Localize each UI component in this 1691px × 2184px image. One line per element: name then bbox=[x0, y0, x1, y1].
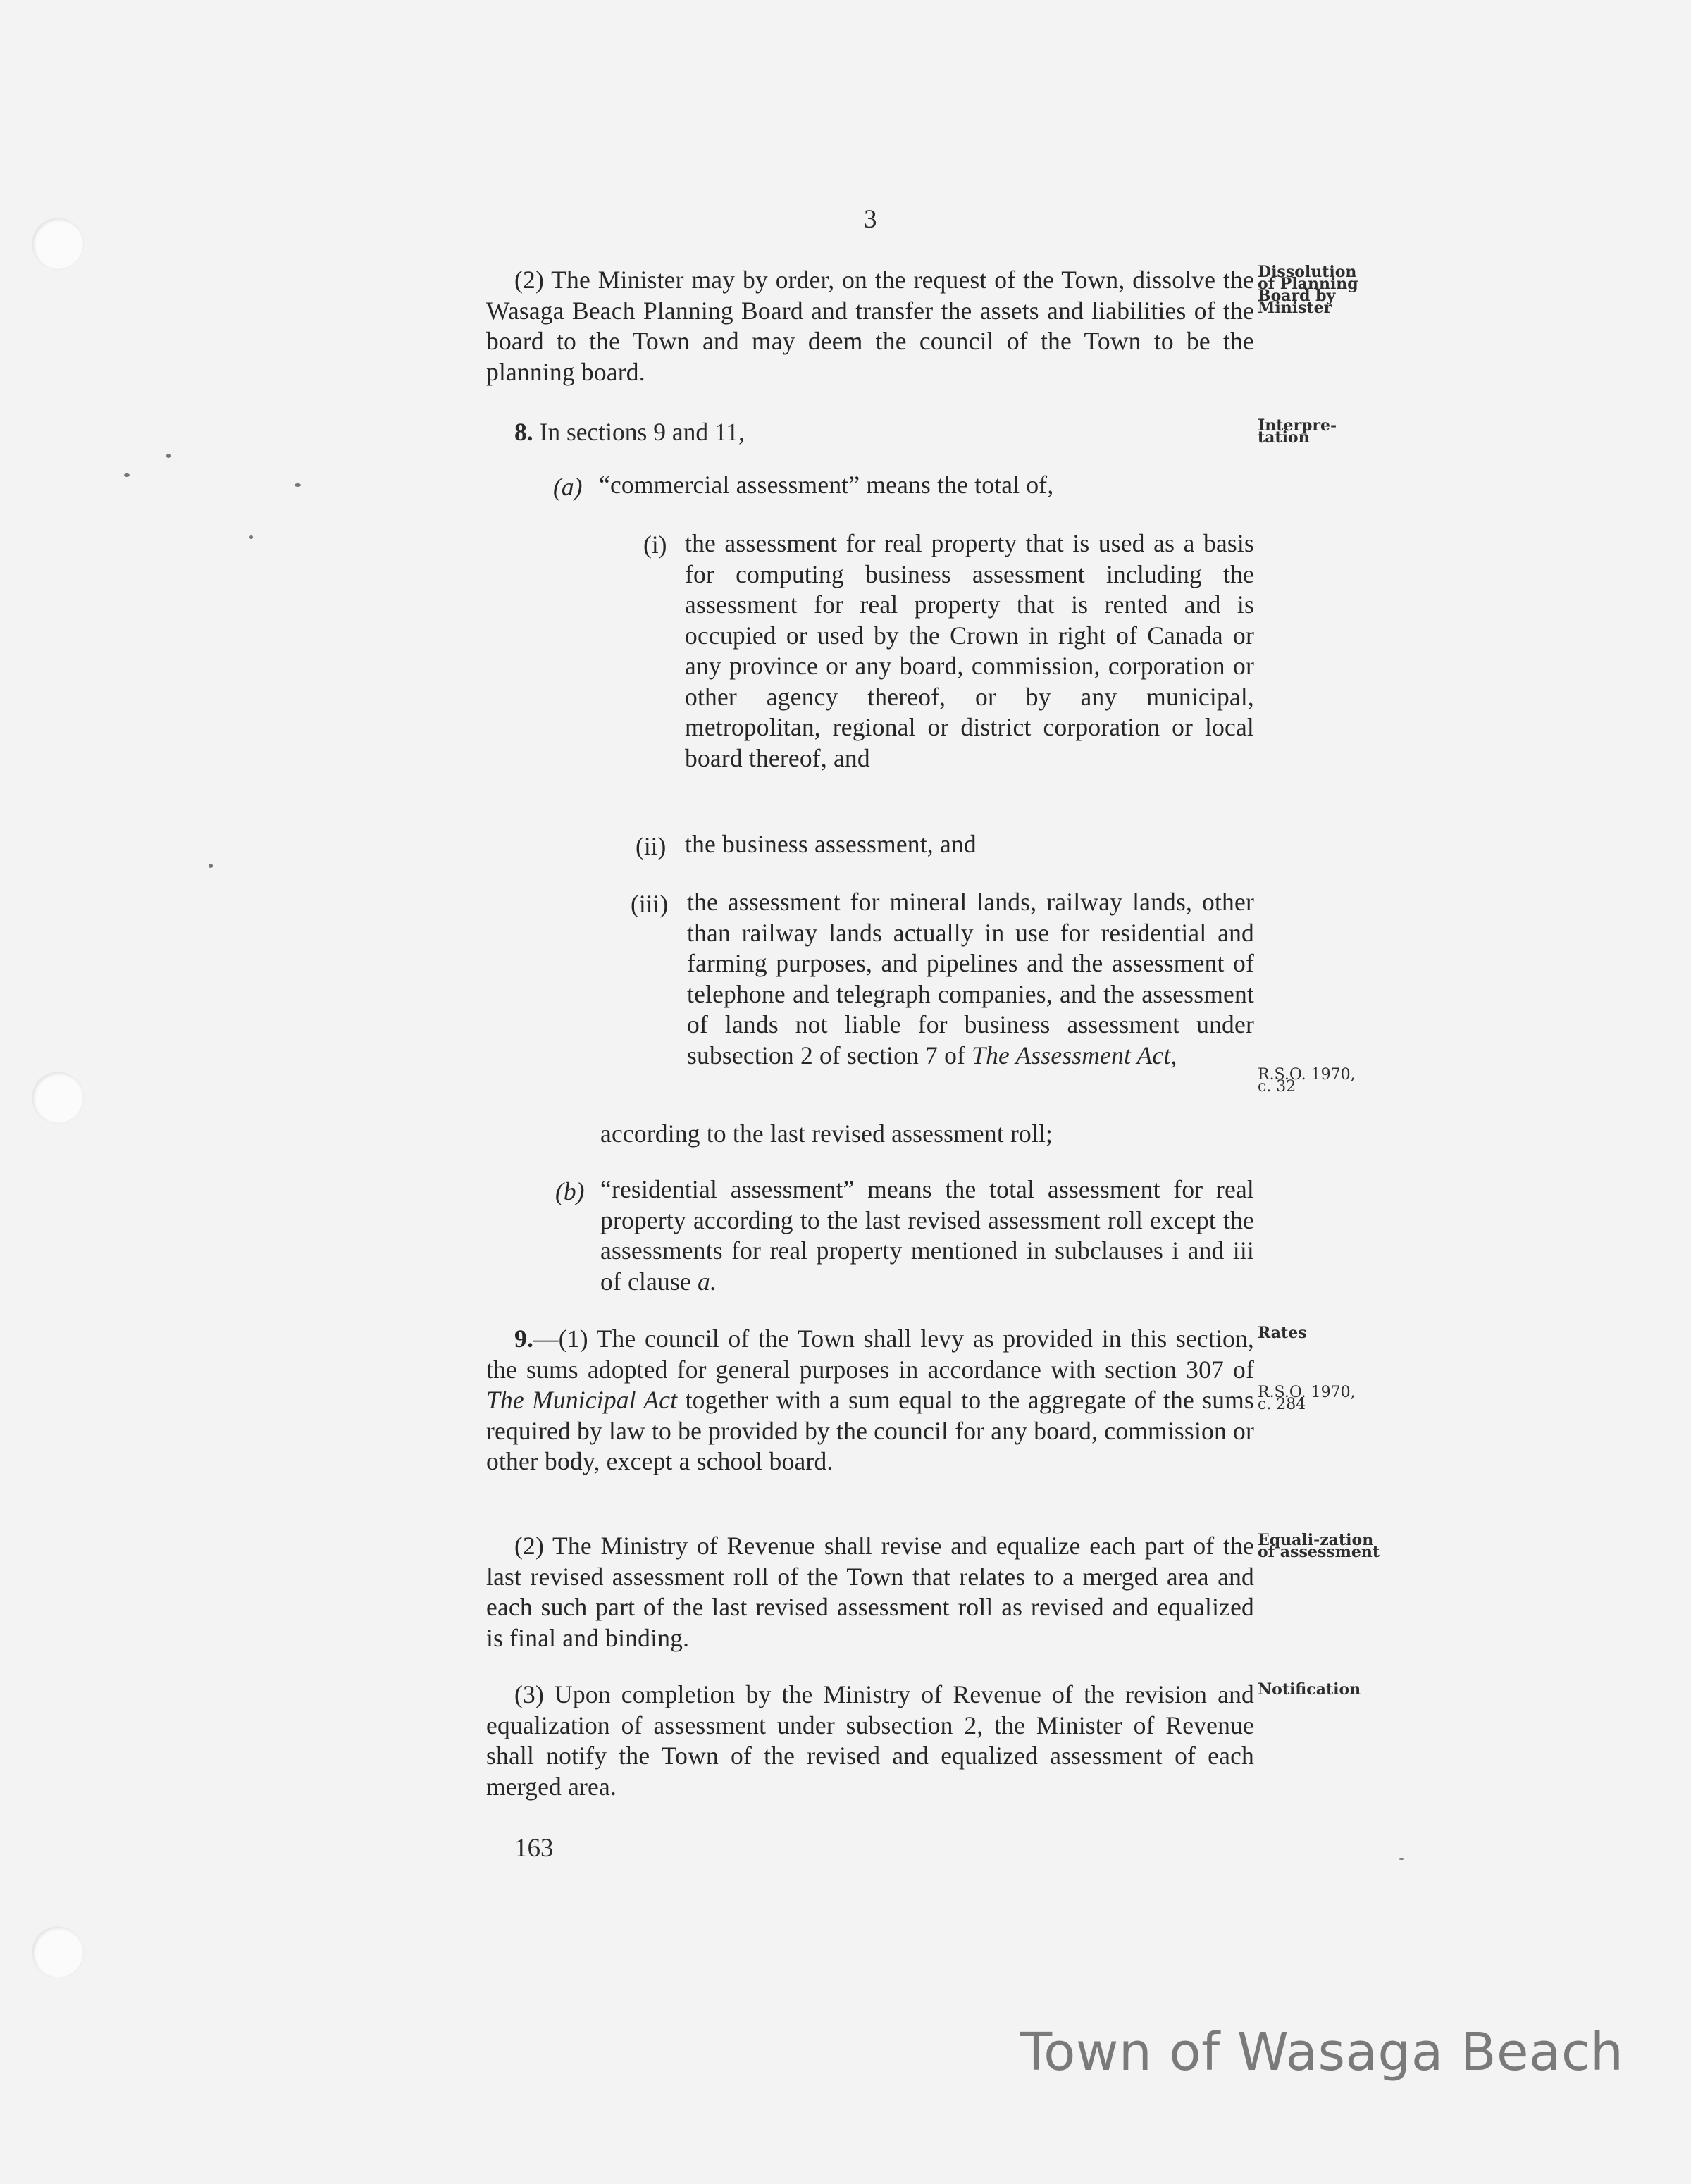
watermark: Town of Wasaga Beach bbox=[1020, 2022, 1624, 2083]
margin-note-notification: Notification bbox=[1258, 1680, 1361, 1699]
section-number: 8. bbox=[514, 418, 533, 446]
subclause-i-label: (i) bbox=[643, 531, 667, 559]
scan-speck bbox=[249, 535, 253, 539]
clause-b-text bbox=[600, 1174, 1254, 1297]
section-9-subsection-3: (3) Upon completion by the Ministry of Revenue of the revision and equalization of assessment under subsection 2, the Minister of Revenue shall notify the Town of the revised and equalized assessment of each merged area. bbox=[486, 1680, 1254, 1801]
page-footer-number: 163 bbox=[514, 1834, 554, 1863]
margin-note-rso-municipal: R.S.O. 1970, c. 284 bbox=[1258, 1384, 1356, 1413]
clause-b-label: (b) bbox=[555, 1177, 585, 1205]
subclause-iii-body: the assessment for mineral lands, railway lands, other than railway lands actually in use for residential and farming purposes, and pipelines and the assessment of telephone and telegraph companies, and the assessment of lands not liable for business assessment under subsection 2 of section 7 of bbox=[687, 888, 1254, 1069]
section-number: 9. bbox=[514, 1324, 534, 1353]
clause-reference: a. bbox=[698, 1267, 717, 1296]
subclause-ii-text: the business assessment, and bbox=[685, 830, 977, 858]
section-9-subsection-1 bbox=[486, 1324, 1254, 1477]
s9-1-rest: together with a sum equal to the aggregate of the sums required by law to be provided by the council for any board, commission or other body, except a school board. bbox=[486, 1386, 1255, 1475]
scan-speck bbox=[295, 483, 301, 487]
municipal-act-title: The Municipal Act bbox=[486, 1386, 678, 1414]
s9-1-lead: —(1) The council of the Town shall levy as provided in this section, the sums adopted for general purposes in accordance with section 307 of bbox=[486, 1324, 1254, 1384]
scan-speck bbox=[124, 473, 130, 477]
section-8-intro-text: In sections 9 and 11, bbox=[539, 418, 745, 446]
assessment-act-title: The Assessment Act, bbox=[972, 1041, 1177, 1069]
subclause-i-text: the assessment for real property that is used as a basis for computing business assessment including the assessment for real property that is rented and is occupied or used by the Crown in right of Canada or any province or any board, commission, corporation or other agency thereof, or by any municipal, metropolitan, regional or district corporation or local board thereof, and bbox=[685, 529, 1254, 772]
margin-note-interpretation: Interpre-tation bbox=[1258, 416, 1337, 447]
margin-note-dissolution: Dissolution of Planning Board by Minister bbox=[1258, 263, 1358, 317]
clause-b-body: “residential assessment” means the total assessment for real property according to the last revised assessment roll except the assessments for real property mentioned in subclauses i and iii of clause bbox=[600, 1175, 1254, 1296]
scan-speck bbox=[1399, 1858, 1404, 1860]
subclause-ii-label: (ii) bbox=[636, 832, 667, 860]
section-9-subsection-2: (2) The Ministry of Revenue shall revise and equalize each part of the last revised assessment roll of the Town that relates to a merged area and each such part of the last revised assessment roll as revised and equalized is final and binding. bbox=[486, 1532, 1254, 1652]
margin-note-rso-assessment: R.S.O. 1970, c. 32 bbox=[1258, 1066, 1356, 1096]
section-7-subsection-2: (2) The Minister may by order, on the request of the Town, dissolve the Wasaga Beach Planning Board and transfer the assets and liabilities of the board to the Town and may deem the council of the Town to be the planning board. bbox=[486, 266, 1254, 386]
scan-speck bbox=[166, 454, 171, 458]
subclause-iii-text bbox=[687, 887, 1254, 1071]
section-8-intro bbox=[514, 417, 745, 447]
margin-note-equalization: Equali-zation of assessment bbox=[1258, 1531, 1380, 1561]
binder-hole-bottom bbox=[32, 1927, 83, 1978]
page-header-number: 3 bbox=[864, 205, 877, 234]
binder-hole-top bbox=[32, 218, 83, 269]
binder-hole-middle bbox=[32, 1072, 83, 1123]
scan-speck bbox=[209, 864, 213, 868]
subclause-iii-label: (iii) bbox=[631, 890, 669, 918]
clause-a-tail: according to the last revised assessment roll; bbox=[600, 1119, 1053, 1148]
clause-a-label: (a) bbox=[553, 473, 583, 501]
margin-note-rates: Rates bbox=[1258, 1324, 1307, 1342]
clause-a-text: “commercial assessment” means the total of, bbox=[599, 471, 1054, 499]
